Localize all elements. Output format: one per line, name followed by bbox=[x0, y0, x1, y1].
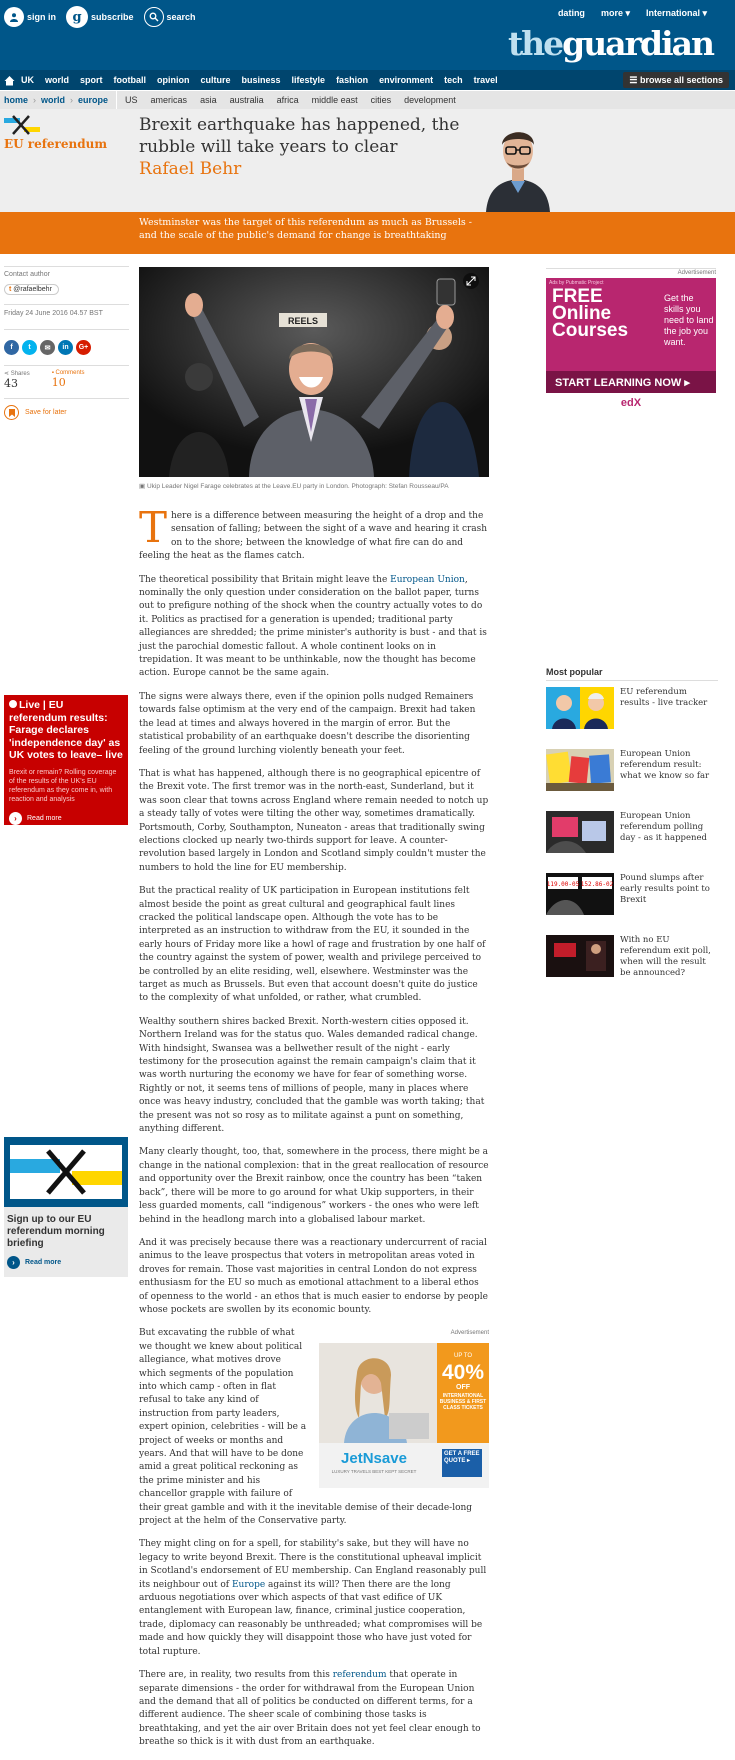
subnav-americas[interactable]: americas bbox=[150, 95, 188, 105]
thumbnail bbox=[546, 687, 614, 729]
paragraph: The theoretical possibility that Britain might leave the European Union, nominally the only question under consideration on the ballot paper, turns out to prefigure nothing of the shock when the country actually votes to do it. Politics as practised for a generation is upended; traditional party allegiances are shredded; the prime minister's authority is bust - and that is just the parochial domestic fallout. A whole continent looks on in trepidation. It was meant to be unthinkable, now the thought has become action. Europe cannot be the same again. bbox=[139, 574, 487, 679]
nav-travel[interactable]: travel bbox=[473, 75, 498, 85]
jetnsave-ad-image: UP TO 40% OFF INTERNATIONAL BUSINESS & FIRST CLASS TICKETS JetNsave LUXURY TRAVELS BEST KEPT SECRET GET A FREE QUOTE ▸ bbox=[319, 1343, 489, 1488]
svg-text:40%: 40% bbox=[441, 1360, 485, 1384]
inline-advertisement[interactable]: Advertisement UP TO 40% OFF INTERNATIONAL BUSINESS & FIRST CLASS TICKETS JetNsave LUXURY TRAVELS BEST KEPT SECRET GET A FREE QUOTE ▸ bbox=[319, 1327, 489, 1482]
share-comment-counts bbox=[4, 365, 129, 390]
browse-all-sections-button[interactable]: ☰ browse all sections bbox=[623, 72, 729, 88]
briefing-signup-promo[interactable]: Sign up to our EU referendum morning briefing › Read more bbox=[4, 1137, 128, 1277]
subnav-asia[interactable]: asia bbox=[200, 95, 217, 105]
list-item[interactable]: European Union referendum polling day - as it happened bbox=[546, 805, 718, 867]
nav-sport[interactable]: sport bbox=[80, 75, 103, 85]
paragraph: Many clearly thought, too, that, somewhere in the process, there might be a change in the national complexion: that in the great reallocation of resource and opportunity over the Brexit rainbow, once the country has been “taken back”, there will be more to go around for what Ukip supporters, in their less guarded moments, call “indigenous” workers - the ones who were left behind in the headlong march into a globalised labour market. bbox=[139, 1147, 489, 1225]
nav-business[interactable]: business bbox=[241, 75, 281, 85]
divider bbox=[4, 266, 129, 267]
paragraph: They might cling on for a spell, for stability's sake, but they will have no legacy to write beyond Brexit. There is the constitutional upheaval implicit in Scotland's endorsement of EU membership. Can England reasonably pull its neighbour out of Europe against its will? Then there are the long arduous negotiations over which aspects of that vast edifice of UK entanglement with European law, finance, criminal justice cooperation, trade, diplomacy can reasonably be unthreaded; what compromises will be made and how quickly they will disappoint those who have just voted for total rupture. bbox=[139, 1539, 487, 1657]
menu-icon: ☰ bbox=[629, 75, 640, 85]
expand-icon[interactable] bbox=[463, 273, 479, 289]
svg-text:LUXURY TRAVELS BEST KEPT SECRE: LUXURY TRAVELS BEST KEPT SECRET bbox=[331, 1468, 417, 1474]
nav-football[interactable]: football bbox=[113, 75, 146, 85]
start-learning-button[interactable]: START LEARNING NOW ▸ bbox=[546, 371, 716, 393]
subnav-development[interactable]: development bbox=[404, 95, 456, 105]
subscribe-link[interactable]: g subscribe bbox=[66, 6, 134, 28]
svg-text:UP TO: UP TO bbox=[453, 1352, 473, 1359]
thumbnail bbox=[546, 935, 614, 977]
search-link[interactable]: search bbox=[144, 7, 196, 27]
article-body bbox=[139, 503, 489, 1760]
ad-label: Advertisement bbox=[546, 268, 716, 276]
linkedin-icon[interactable]: in bbox=[58, 340, 73, 355]
share-buttons bbox=[4, 329, 129, 355]
main-nav bbox=[0, 70, 735, 90]
thumbnail bbox=[546, 811, 614, 853]
subnav-africa[interactable]: africa bbox=[276, 95, 299, 105]
right-advertisement bbox=[546, 268, 716, 409]
breadcrumb-world[interactable]: world bbox=[41, 95, 66, 105]
subnav-middle-east[interactable]: middle east bbox=[311, 95, 358, 105]
home-icon[interactable] bbox=[4, 75, 15, 86]
live-blog-promo[interactable]: Live | EU referendum results: Farage declares 'independence day' as UK votes to leave– live Brexit or remain? Rolling coverage of the results of the UK's EU referendum as they come in, with reaction and analysis › Read more bbox=[4, 695, 128, 825]
link-referendum[interactable]: referendum bbox=[332, 1670, 387, 1681]
svg-text:OFF: OFF bbox=[456, 1383, 470, 1391]
arrow-right-icon: › bbox=[9, 812, 22, 825]
paragraph: But the practical reality of UK participation in European institutions felt almost beside the point as great cultural and geographical fault lines cracked the political landscape open. Although the vote has to be interpreted as an instruction to withdraw from the EU, it sounded in the early hours of Friday more like a howl of rage and frustration by one half of the country against the system of power, wealth and privilege perceived to be controlled by an elite residing, well, elsewhere. Westminster was the target as much as Brussels. But even that account doesn't quite do justice to the complexity of what unfolded, or rather, what crumbled. bbox=[139, 886, 486, 1004]
chevron-right-icon: › bbox=[33, 95, 37, 105]
user-icon bbox=[4, 7, 24, 27]
article-headline: Brexit earthquake has happened, the rubble will take years to clear bbox=[139, 115, 460, 157]
link-europe[interactable]: Europe bbox=[231, 1579, 266, 1590]
list-item[interactable]: European Union referendum result: what we know so far bbox=[546, 743, 718, 805]
comment-icon: ▪ bbox=[51, 370, 56, 376]
paragraph: Wealthy southern shires backed Brexit. North-western cities opposed it. Northern Ireland was for the status quo. Wales demanded radical change. With hindsight, Swansea was a bellwether result of the night - early testimony for the prosecution against the remain campaign's claim that it was worth nurturing the economy we have for fear of something worse. Rightly or not, it seems tens of millions of people, many in places where once was heavy industry, concluded that the gamble was worth taking; that the present was not so rosy as to militate against a punt on something, anything different. bbox=[139, 1016, 485, 1135]
search-icon bbox=[144, 7, 164, 27]
subnav-cities[interactable]: cities bbox=[370, 95, 392, 105]
paragraph: The signs were always there, even if the opinion polls nudged Remainers towards false optimism at the very end of the campaign. Brexit had taken the lead at times and always hovered in the margin of error. But the statistical probability of an earthquake doesn't describe the disorienting feeling of the ground lurching violently beneath your feet. bbox=[139, 691, 476, 756]
thumbnail bbox=[546, 749, 614, 791]
nav-environment[interactable]: environment bbox=[379, 75, 434, 85]
image-caption: ▣ Ukip Leader Nigel Farage celebrates at the Leave.EU party in London. Photograph: Stefan Rousseau/PA bbox=[139, 483, 449, 490]
email-icon[interactable]: ✉ bbox=[40, 340, 55, 355]
paragraph: And it was precisely because there was a reactionary undercurrent of racial animus to the leave prospectus that voters in metropolitan areas voted in droves for remain. Those vast majorities in central London do not express enthusiasm for the EU so much as emotional attachment to a liberal ethos of openness to the world - an ethos that is much easier to endorse by people whose pockets are swollen by its economic bounty. bbox=[139, 1237, 488, 1315]
google-plus-icon[interactable]: G+ bbox=[76, 340, 91, 355]
twitter-icon[interactable]: t bbox=[22, 340, 37, 355]
thumbnail bbox=[546, 873, 614, 915]
standfirst: Westminster was the target of this referendum as much as Brussels - and the scale of the public's demand for change is breathtaking bbox=[139, 217, 472, 241]
guardian-g-icon: g bbox=[66, 6, 88, 28]
bookmark-icon bbox=[4, 405, 19, 420]
subnav-us[interactable]: US bbox=[125, 95, 138, 105]
edx-ad[interactable]: Ads by Pubmatic Project FREE Online Courses Get the skills you need to land the job you want. START LEARNING NOW ▸ bbox=[546, 278, 716, 393]
read-more-link[interactable]: › Read more bbox=[9, 812, 123, 825]
nav-lifestyle[interactable]: lifestyle bbox=[291, 75, 326, 85]
list-item[interactable]: 119.00-05 152.86-02 Pound slumps after early results point to Brexit bbox=[546, 867, 718, 929]
live-dot-icon bbox=[9, 700, 17, 708]
facebook-icon[interactable]: f bbox=[4, 340, 19, 355]
most-popular bbox=[546, 667, 718, 991]
edition-menu[interactable]: International ▾ bbox=[645, 8, 707, 18]
most-popular-heading: Most popular bbox=[546, 667, 718, 681]
list-item[interactable]: With no EU referendum exit poll, when will the result be announced? bbox=[546, 929, 718, 991]
link-european-union[interactable]: European Union bbox=[390, 574, 465, 585]
svg-text:152.86-02: 152.86-02 bbox=[580, 881, 614, 888]
guardian-logo[interactable]: theguardian bbox=[507, 24, 713, 63]
series-label[interactable]: EU referendum bbox=[4, 137, 108, 151]
divider bbox=[116, 91, 117, 109]
nav-tech[interactable]: tech bbox=[444, 75, 463, 85]
chevron-right-icon: › bbox=[70, 95, 74, 105]
twitter-icon: t bbox=[9, 286, 14, 293]
author-portrait bbox=[478, 109, 558, 212]
dating-link[interactable]: dating bbox=[557, 8, 585, 18]
author-byline[interactable]: Rafael Behr bbox=[139, 159, 242, 179]
article-main-image[interactable] bbox=[139, 267, 489, 477]
eu-referendum-promo-image bbox=[4, 1137, 128, 1207]
twitter-handle-button[interactable]: t @rafaelbehr bbox=[4, 284, 59, 295]
shares-count: ⋖ Shares 43 bbox=[4, 371, 30, 390]
nav-opinion[interactable]: opinion bbox=[157, 75, 190, 85]
subnav-australia[interactable]: australia bbox=[229, 95, 264, 105]
sign-in-link[interactable]: sign in bbox=[4, 7, 56, 27]
paragraph: There is a difference between measuring the height of a drop and the sensation of falling; between the sight of a wave and hearing it crash on to the shore; between the knowledge of what fire can do and feeling the heat as the flames catch. bbox=[139, 503, 488, 562]
eu-referendum-cross-icon bbox=[4, 115, 40, 135]
nav-culture[interactable]: culture bbox=[200, 75, 231, 85]
list-item[interactable]: EU referendum results - live tracker bbox=[546, 681, 718, 743]
read-more-link[interactable]: › Read more bbox=[7, 1256, 128, 1269]
save-for-later-button[interactable]: Save for later bbox=[4, 398, 129, 420]
breadcrumb-europe[interactable]: europe bbox=[78, 95, 109, 105]
paragraph: Advertisement UP TO 40% OFF INTERNATIONAL BUSINESS & FIRST CLASS TICKETS JetNsave LUXURY TRAVELS BEST KEPT SECRET GET A FREE QUOTE ▸ But excavating the rubble of what we thought we knew about political allegiance, what motives drove which segments of the population into which camp - often in flat refusal to take any kind of instruction from party leaders, expert opinion, celebrities - will be a project of weeks or months and years. And that will have to be done amid a great political reckoning as the prime minister and his chancellor grapple with failure of their great gamble and with it the inevitable demise of their decade-long project at the helm of the Conservative party. bbox=[139, 1328, 489, 1527]
edx-logo[interactable]: edX bbox=[620, 397, 642, 409]
article-meta bbox=[4, 266, 129, 420]
arrow-right-icon: › bbox=[7, 1256, 20, 1269]
camera-icon: ▣ bbox=[139, 483, 147, 490]
comments-count[interactable]: ▪ Comments 10 bbox=[51, 370, 85, 389]
paragraph: That is what has happened, although there is no geographical epicentre of the Brexit vote. The first tremor was in the north-east, Sunderland, but it was soon clear that towns across England where remain needed to notch up a steady tally of votes were tilting the other way, sometimes dramatically. Portsmouth, Corby, Southampton, Nuneaton - areas that traditionally swing elections clocked up nearly two-thirds support for leave. A counter-revolution based largely in London and Scotland simply couldn't muster the numbers to hold the line for EU membership. bbox=[139, 768, 489, 873]
nav-fashion[interactable]: fashion bbox=[336, 75, 369, 85]
nav-uk[interactable]: UK bbox=[21, 75, 34, 85]
breadcrumb-home[interactable]: home bbox=[4, 95, 29, 105]
sub-nav bbox=[0, 91, 735, 109]
svg-text:119.00-05: 119.00-05 bbox=[546, 881, 580, 888]
nav-world[interactable]: world bbox=[45, 75, 69, 85]
drop-cap: T bbox=[139, 503, 168, 552]
share-icon: ⋖ bbox=[4, 371, 11, 377]
svg-text:REELS: REELS bbox=[287, 316, 319, 326]
paragraph: There are, in reality, two results from this referendum that operate in separate dimensions - the order for withdrawal from the European Union and the demand that all of politics be conducted on different terms, for a different audience. The sheer scale of combining those tasks is breathtaking, and yet the air over Britain does not yet feel clear enough to breathe so thick is it with dust from an earthquake. bbox=[139, 1670, 481, 1748]
contact-author-label[interactable]: Contact author bbox=[4, 271, 50, 278]
more-menu[interactable]: more ▾ bbox=[600, 8, 630, 18]
publish-date: Friday 24 June 2016 04.57 BST bbox=[4, 304, 129, 317]
svg-text:JetNsave: JetNsave bbox=[341, 1449, 407, 1467]
masthead bbox=[0, 0, 735, 70]
